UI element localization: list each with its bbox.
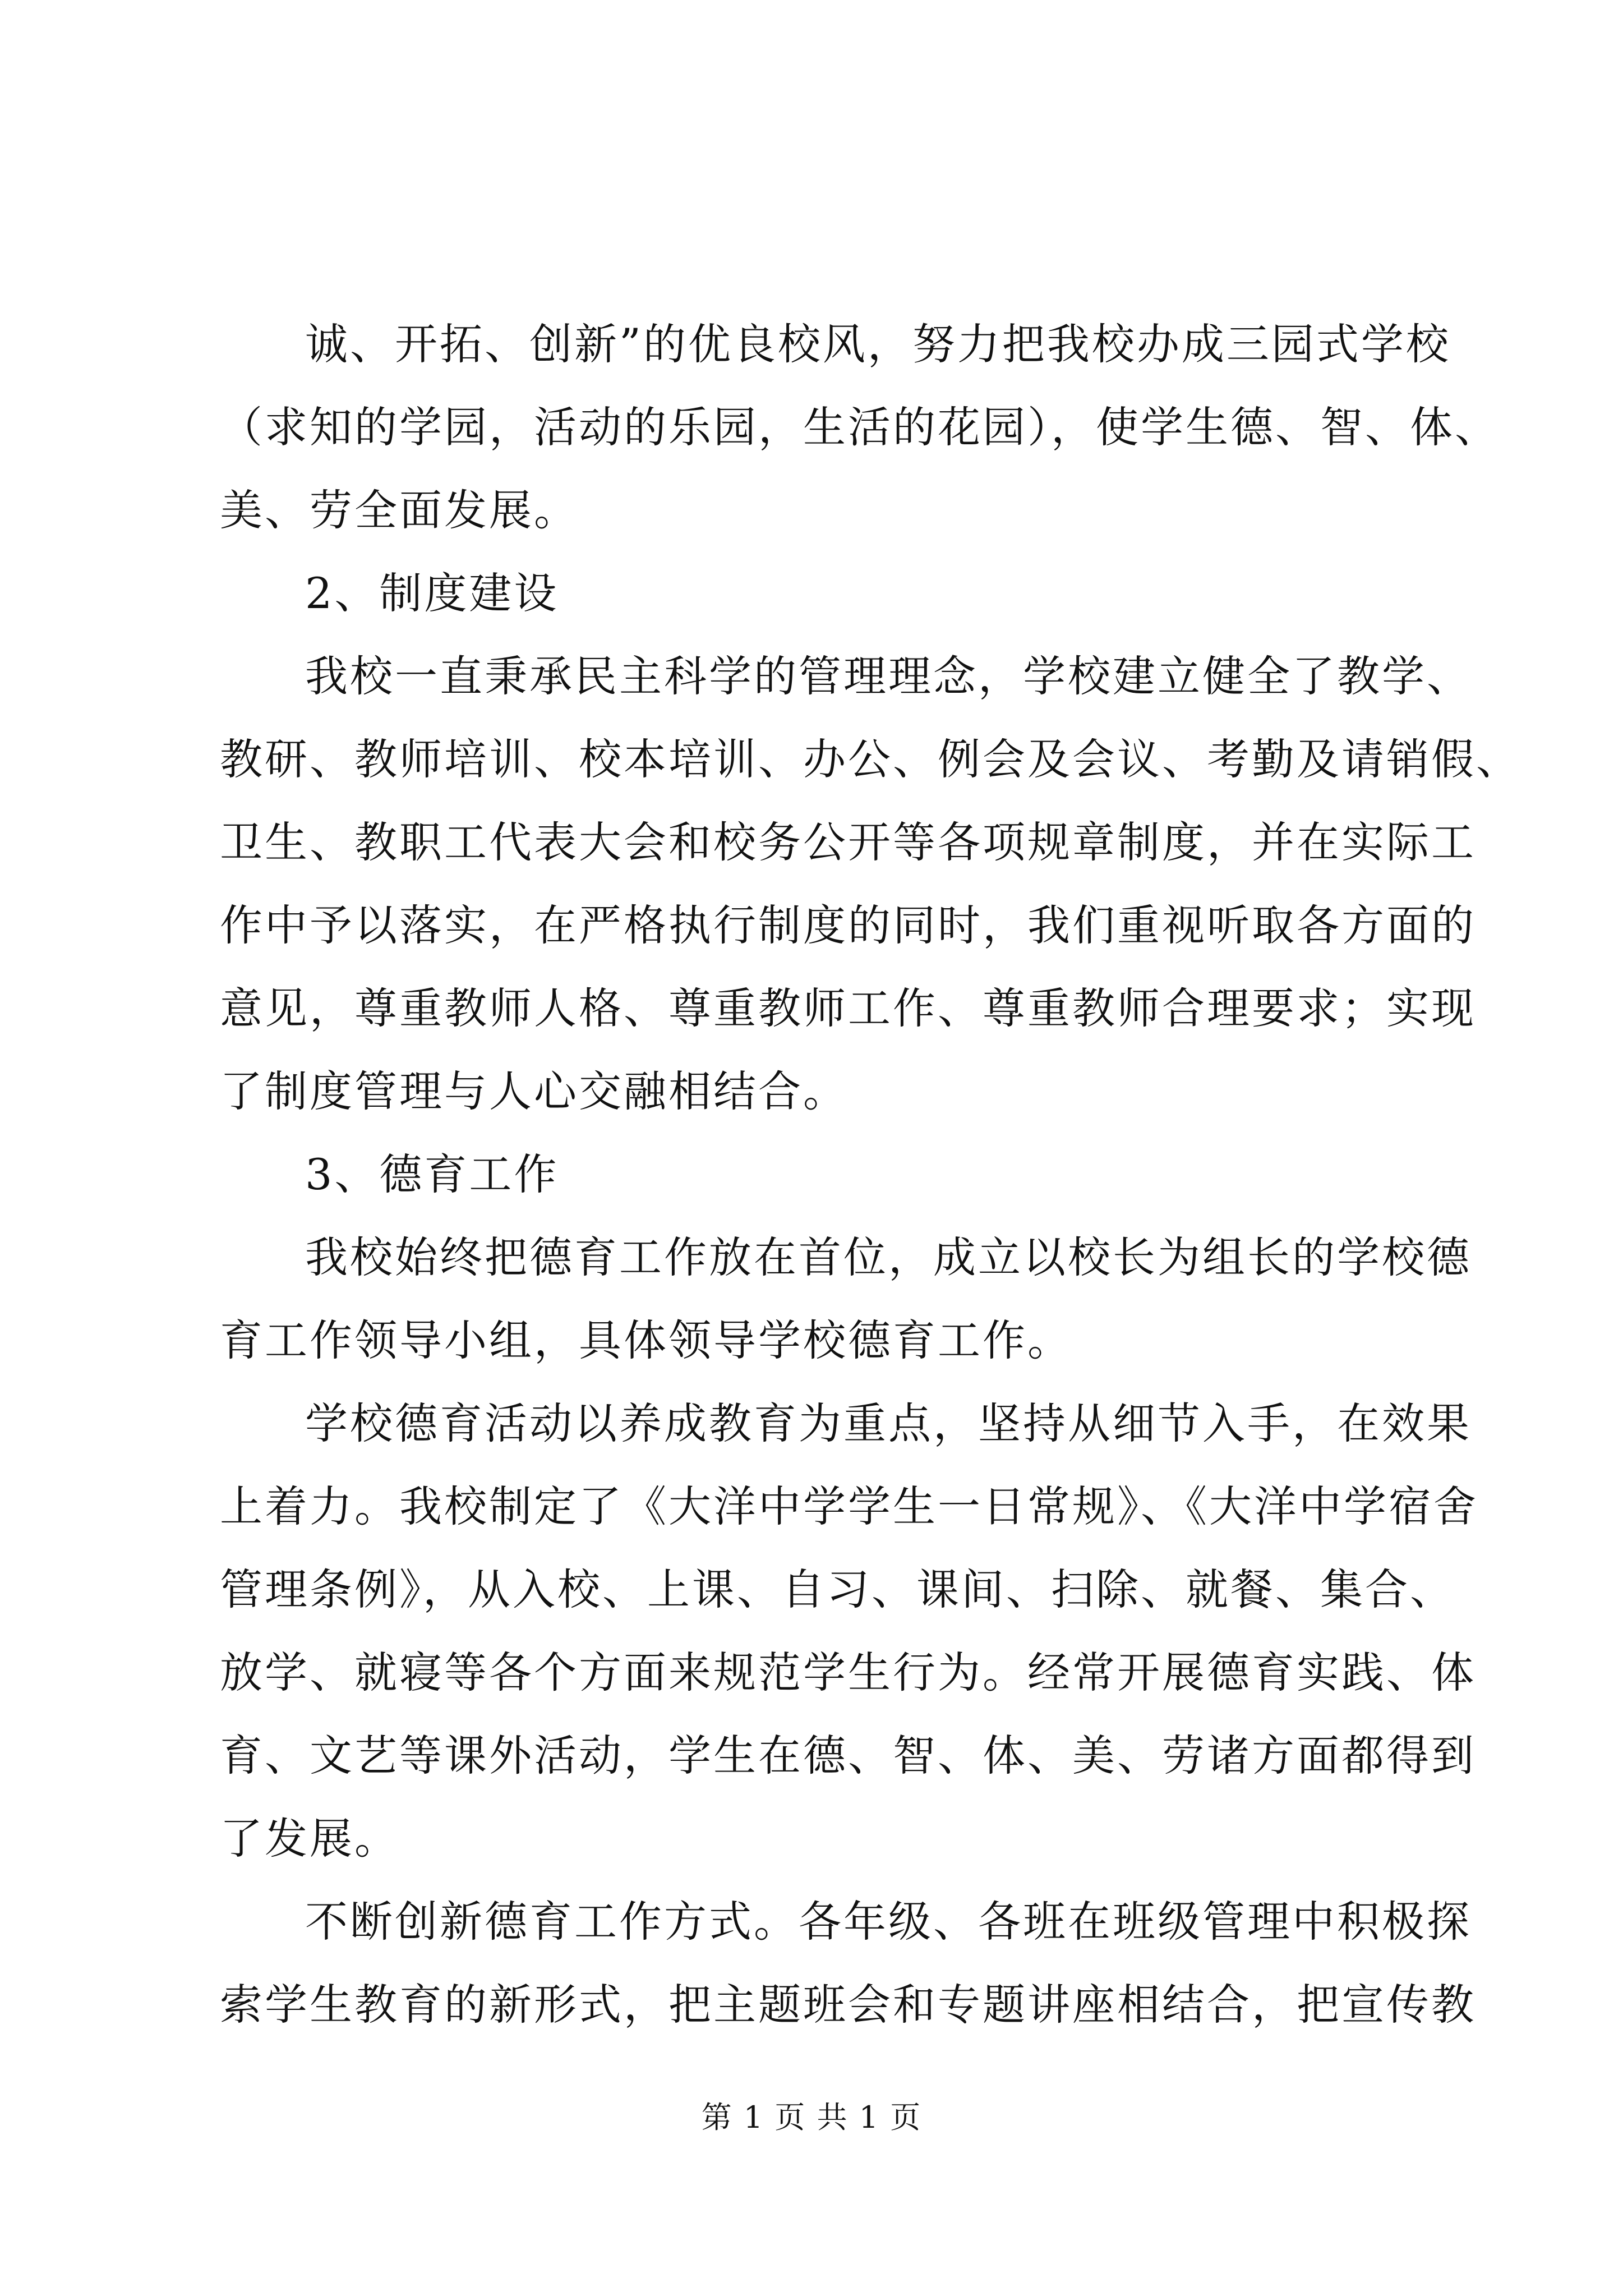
- text-line: 育、文艺等课外活动，学生在德、智、体、美、劳诸方面都得到: [220, 1731, 1476, 1780]
- text-line: 管理条例》，从入校、上课、自习、课间、扫除、就餐、集合、: [220, 1565, 1455, 1614]
- text-line: 索学生教育的新形式，把主题班会和专题讲座相结合，把宣传教: [220, 1980, 1476, 2030]
- text-line: 了发展。: [220, 1814, 399, 1864]
- text-line: 教研、教师培训、校本培训、办公、例会及会议、考勤及请销假、: [220, 734, 1521, 784]
- text-line: 卫生、教职工代表大会和校务公开等各项规章制度，并在实际工: [220, 817, 1476, 867]
- text-line: （求知的学园，活动的乐园，生活的花园），使学生德、智、体、: [220, 402, 1500, 452]
- text-line: 作中予以落实，在严格执行制度的同时，我们重视听取各方面的: [220, 900, 1476, 950]
- text-line: 了制度管理与人心交融相结合。: [220, 1066, 848, 1116]
- page-footer: 第 1 页 共 1 页: [701, 2100, 922, 2135]
- text-line: 2、制度建设: [305, 568, 559, 618]
- text-line: 不断创新德育工作方式。各年级、各班在班级管理中积极探: [305, 1897, 1472, 1947]
- text-line: 我校一直秉承民主科学的管理理念，学校建立健全了教学、: [305, 651, 1472, 701]
- text-line: 美、劳全面发展。: [220, 485, 579, 535]
- text-line: 意见，尊重教师人格、尊重教师工作、尊重教师合理要求；实现: [220, 983, 1476, 1033]
- document-body: [220, 303, 1521, 2046]
- text-line: 诚、开拓、创新”的优良校风，努力把我校办成三园式学校: [305, 319, 1451, 369]
- text-line: 放学、就寝等各个方面来规范学生行为。经常开展德育实践、体: [220, 1648, 1476, 1697]
- text-line: 我校始终把德育工作放在首位，成立以校长为组长的学校德: [305, 1232, 1472, 1282]
- text-line: 育工作领导小组，具体领导学校德育工作。: [220, 1315, 1072, 1365]
- text-line: 学校德育活动以养成教育为重点，坚持从细节入手，在效果: [305, 1398, 1472, 1448]
- text-line: 3、德育工作: [305, 1149, 559, 1199]
- text-line: 上着力。我校制定了《大洋中学学生一日常规》、《大洋中学宿舍: [220, 1481, 1478, 1531]
